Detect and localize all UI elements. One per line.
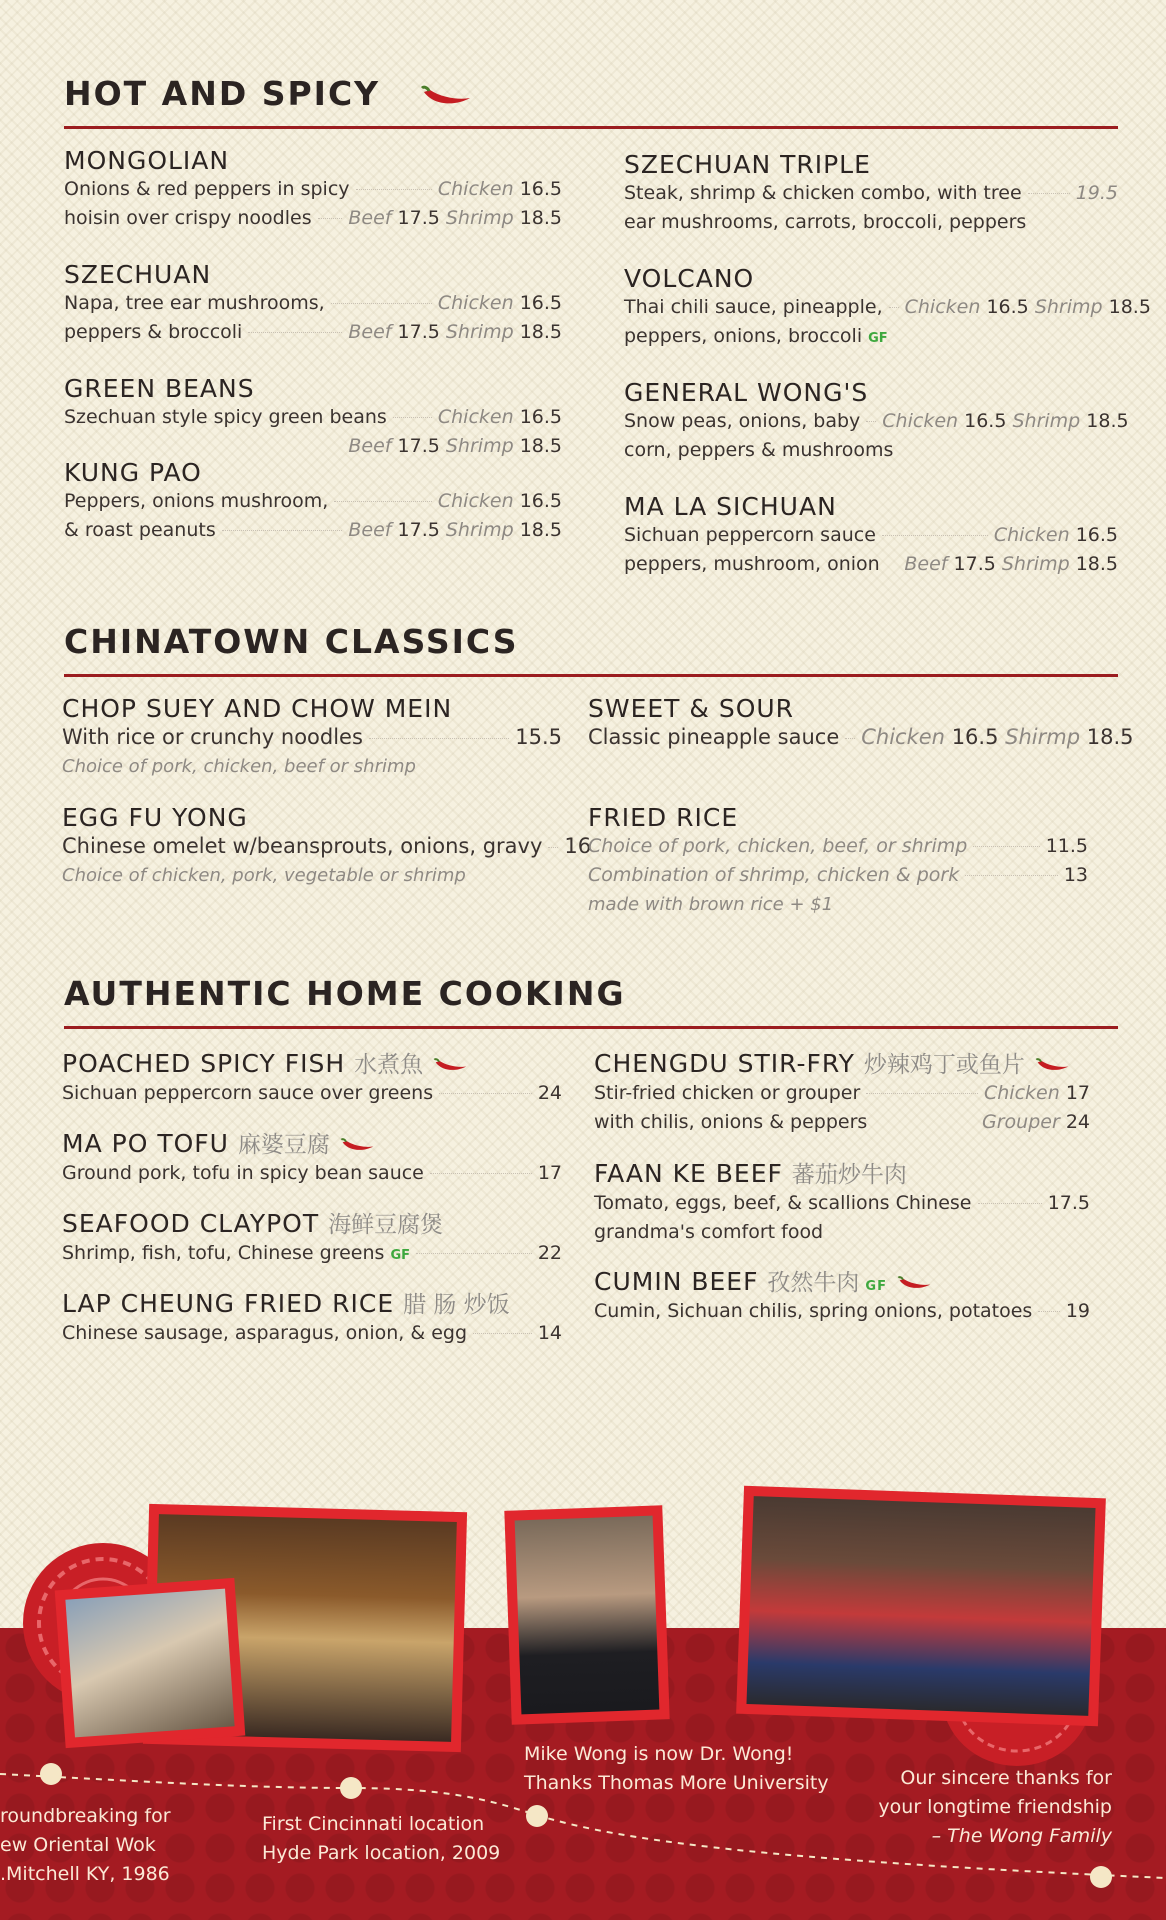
- price: 14: [537, 1322, 562, 1344]
- menu-item-fried-rice: [588, 803, 1088, 919]
- item-desc: peppers, onions, broccoli: [624, 325, 863, 347]
- timeline-dot: [340, 1777, 362, 1799]
- price: 18.5: [519, 435, 562, 457]
- item-line: [62, 832, 592, 861]
- item-name-row: [62, 1286, 562, 1319]
- item-desc: Cumin, Sichuan chilis, spring onions, potatoes: [594, 1300, 1033, 1322]
- leader-dots: [882, 535, 988, 536]
- price: 18.5: [519, 321, 562, 343]
- leader-dots: [356, 189, 432, 190]
- section-title-classics: CHINATOWN CLASSICS: [64, 622, 519, 661]
- item-desc: Snow peas, onions, baby: [624, 410, 861, 432]
- price: 17: [537, 1162, 562, 1184]
- item-desc: Ground pork, tofu in spicy bean sauce: [62, 1162, 424, 1184]
- item-desc: Sichuan peppercorn sauce over greens: [62, 1082, 434, 1104]
- caption-line: ew Oriental Wok: [0, 1834, 156, 1856]
- item-desc: ear mushrooms, carrots, broccoli, peppers: [624, 211, 1027, 233]
- chili-icon: [433, 1055, 469, 1075]
- leader-dots: [248, 332, 342, 333]
- item-desc: Sichuan peppercorn sauce: [624, 524, 876, 546]
- item-line: [64, 204, 562, 233]
- price: 18.5: [1086, 725, 1134, 749]
- item-name: MA PO TOFU: [62, 1129, 229, 1158]
- menu-item-lap-cheung: [62, 1286, 562, 1348]
- item-line: [64, 318, 562, 347]
- item-line: [624, 436, 1118, 465]
- item-desc: Peppers, onions mushroom,: [64, 490, 329, 512]
- leader-dots: [331, 303, 432, 304]
- item-name-chinese: 水煮魚: [354, 1052, 424, 1078]
- leader-dots: [845, 738, 855, 739]
- item-line: [64, 289, 562, 318]
- item-desc: Classic pineapple sauce: [588, 725, 840, 749]
- caption-line: Hyde Park location, 2009: [262, 1842, 501, 1864]
- item-name: CUMIN BEEF: [594, 1267, 759, 1296]
- price-label: Shrimp: [445, 207, 514, 229]
- gluten-free-badge: GF: [865, 1279, 887, 1294]
- item-line: [62, 723, 562, 752]
- photo-wong-family: [736, 1486, 1106, 1726]
- menu-item-egg-fu-yong: [62, 803, 592, 890]
- leader-dots: [866, 421, 876, 422]
- item-desc: corn, peppers & mushrooms: [624, 439, 894, 461]
- item-line: [624, 179, 1118, 208]
- price: 18.5: [1086, 410, 1129, 432]
- photo-image: [746, 1496, 1095, 1716]
- item-name-row: [62, 1206, 562, 1239]
- item-name-chinese: 炒辣鸡丁或鱼片: [863, 1052, 1025, 1078]
- leader-dots: [889, 307, 899, 308]
- price-label: Beef: [904, 553, 948, 575]
- item-desc: Tomato, eggs, beef, & scallions Chinese: [594, 1192, 972, 1214]
- item-line: [62, 1239, 562, 1270]
- item-desc: Napa, tree ear mushrooms,: [64, 292, 325, 314]
- price: 16.5: [519, 406, 562, 428]
- item-line: [624, 293, 1151, 322]
- menu-item-chop-suey: [62, 694, 562, 781]
- price: 15.5: [515, 725, 562, 749]
- item-line: [594, 1218, 1090, 1247]
- item-desc: Shrimp, fish, tofu, Chinese greens: [62, 1242, 385, 1264]
- caption-line: Thanks Thomas More University: [524, 1772, 829, 1794]
- leader-dots: [439, 1093, 532, 1094]
- menu-item-green-beans: [64, 374, 562, 461]
- item-name: KUNG PAO: [64, 458, 202, 487]
- price-label: Shrimp: [445, 519, 514, 541]
- item-desc: with chilis, onions & peppers: [594, 1111, 868, 1133]
- price: 17.5: [397, 519, 440, 541]
- price: 17.5: [397, 435, 440, 457]
- item-name: GENERAL WONG'S: [624, 378, 869, 407]
- item-name-row: [594, 1264, 1090, 1297]
- item-name: CHOP SUEY AND CHOW MEIN: [62, 694, 453, 723]
- caption-line: your longtime friendship: [878, 1796, 1112, 1818]
- item-desc: hoisin over crispy noodles: [64, 207, 312, 229]
- item-name-row: [594, 1156, 1090, 1189]
- item-line: [64, 403, 562, 432]
- item-name: MA LA SICHUAN: [624, 492, 837, 521]
- item-name: SWEET & SOUR: [588, 694, 795, 723]
- item-desc: Chinese omelet w/beansprouts, onions, gravy: [62, 834, 543, 858]
- caption-thanks: [878, 1764, 1112, 1851]
- item-name: GREEN BEANS: [64, 374, 255, 403]
- item-line: [64, 432, 562, 461]
- menu-item-poached-fish: [62, 1046, 562, 1108]
- leader-dots: [965, 875, 1058, 876]
- item-name-chinese: 麻婆豆腐: [237, 1132, 330, 1158]
- price-label: Shrimp: [445, 321, 514, 343]
- item-line: [624, 521, 1118, 550]
- price: 16.5: [519, 292, 562, 314]
- item-name: POACHED SPICY FISH: [62, 1049, 346, 1078]
- caption-line: .Mitchell KY, 1986: [0, 1863, 170, 1885]
- item-line: [624, 550, 1118, 579]
- price: 24: [537, 1082, 562, 1104]
- timeline-dot: [1090, 1866, 1112, 1888]
- leader-dots: [548, 847, 558, 848]
- menu-item-chengdu: [594, 1046, 1090, 1137]
- price: 18.5: [1108, 296, 1151, 318]
- section-title-home: AUTHENTIC HOME COOKING: [64, 974, 626, 1013]
- item-desc: Steak, shrimp & chicken combo, with tree: [624, 182, 1022, 204]
- menu-item-ma-la-sichuan: [624, 492, 1118, 579]
- item-note: Choice of chicken, pork, vegetable or shrimp: [62, 865, 466, 886]
- item-line: [624, 407, 1129, 436]
- price-label: Chicken: [904, 296, 981, 318]
- price: 16.5: [519, 178, 562, 200]
- caption-line: Our sincere thanks for: [900, 1767, 1112, 1789]
- item-name: CHENGDU STIR-FRY: [594, 1049, 855, 1078]
- item-line: [624, 322, 1118, 353]
- item-line: [64, 487, 562, 516]
- item-desc: peppers & broccoli: [64, 321, 243, 343]
- leader-dots: [430, 1173, 532, 1174]
- item-name: SZECHUAN: [64, 260, 212, 289]
- price-label: Chicken: [993, 524, 1070, 546]
- price: 16.5: [986, 296, 1029, 318]
- item-name-chinese: 孜然牛肉: [767, 1270, 860, 1296]
- price: 19.5: [1075, 182, 1118, 204]
- price: 17.5: [397, 321, 440, 343]
- item-line: [62, 1319, 562, 1348]
- item-line: [62, 1159, 562, 1188]
- price: 19: [1065, 1300, 1090, 1322]
- item-desc: Stir-fried chicken or grouper: [594, 1082, 861, 1104]
- leader-dots: [473, 1333, 532, 1334]
- photo-dr-wong: [504, 1505, 669, 1724]
- item-name-row: [594, 1046, 1090, 1079]
- item-note: made with brown rice + $1: [588, 894, 834, 915]
- caption-line: roundbreaking for: [0, 1805, 171, 1827]
- chili-icon: [897, 1273, 933, 1293]
- leader-dots: [318, 218, 343, 219]
- price-label: Chicken: [437, 406, 514, 428]
- item-name: MONGOLIAN: [64, 146, 230, 175]
- item-desc: Choice of pork, chicken, beef, or shrimp: [588, 835, 968, 857]
- item-name-chinese: 蕃茄炒牛肉: [791, 1162, 907, 1188]
- price-label: Beef: [348, 207, 392, 229]
- leader-dots: [222, 530, 343, 531]
- section-rule-classics: [64, 674, 1118, 677]
- caption-line: Mike Wong is now Dr. Wong!: [524, 1743, 794, 1765]
- item-desc: Thai chili sauce, pineapple,: [624, 296, 883, 318]
- leader-dots: [416, 1253, 532, 1254]
- caption-groundbreaking: [0, 1802, 171, 1889]
- menu-item-szechuan: [64, 260, 562, 347]
- price: 18.5: [1075, 553, 1118, 575]
- timeline-dot: [526, 1805, 548, 1827]
- price-label: Chicken: [882, 410, 959, 432]
- price-label: Beef: [348, 519, 392, 541]
- item-name: VOLCANO: [624, 264, 755, 293]
- leader-dots: [973, 846, 1039, 847]
- item-name-row: [62, 1126, 562, 1159]
- menu-item-sweet-sour: [588, 694, 1134, 752]
- caption-first-location: [262, 1810, 500, 1868]
- item-name-chinese: 海鲜豆腐煲: [328, 1212, 444, 1238]
- price-label: Beef: [348, 321, 392, 343]
- chili-icon: [1035, 1055, 1071, 1075]
- price-label: Shirmp: [1005, 725, 1081, 749]
- price: 18.5: [519, 519, 562, 541]
- caption-line: First Cincinnati location: [262, 1813, 485, 1835]
- item-desc: Chinese sausage, asparagus, onion, & egg: [62, 1322, 468, 1344]
- price: 16.5: [1075, 524, 1118, 546]
- item-name: FAAN KE BEEF: [594, 1159, 783, 1188]
- section-title-hot-text: HOT AND SPICY: [64, 74, 381, 113]
- item-name-row: [62, 1046, 562, 1079]
- item-line: [594, 1108, 1090, 1137]
- price: 24: [1065, 1111, 1090, 1133]
- menu-item-faan-ke-beef: [594, 1156, 1090, 1247]
- price-label: Grouper: [982, 1111, 1060, 1133]
- leader-dots: [393, 417, 432, 418]
- leader-dots: [334, 501, 432, 502]
- price: 16.5: [964, 410, 1007, 432]
- item-desc: Szechuan style spicy green beans: [64, 406, 387, 428]
- item-desc: grandma's comfort food: [594, 1221, 824, 1243]
- price: 17: [1065, 1082, 1090, 1104]
- price-label: Chicken: [437, 178, 514, 200]
- item-name: EGG FU YONG: [62, 803, 248, 832]
- price-label: Shrimp: [1012, 410, 1081, 432]
- item-name: SEAFOOD CLAYPOT: [62, 1209, 320, 1238]
- leader-dots: [866, 1093, 978, 1094]
- item-note: Choice of pork, chicken, beef or shrimp: [62, 756, 416, 777]
- price-label: Shrimp: [445, 435, 514, 457]
- menu-item-seafood-claypot: [62, 1206, 562, 1270]
- menu-item-mongolian: [64, 146, 562, 233]
- caption-signature: – The Wong Family: [931, 1825, 1112, 1847]
- chili-icon: [420, 82, 474, 110]
- menu-item-volcano: [624, 264, 1151, 353]
- item-line: [64, 516, 562, 545]
- item-desc-wrap: [62, 1239, 410, 1270]
- leader-dots: [978, 1203, 1042, 1204]
- caption-dr-wong: [524, 1740, 829, 1798]
- section-title-hot: [64, 74, 474, 113]
- menu-item-ma-po-tofu: [62, 1126, 562, 1188]
- photo-image: [515, 1516, 660, 1715]
- menu-item-cumin-beef: [594, 1264, 1090, 1326]
- menu-item-szechuan-triple: [624, 150, 1118, 237]
- price: 17.5: [1047, 1192, 1090, 1214]
- item-desc: & roast peanuts: [64, 519, 216, 541]
- price: 22: [537, 1242, 562, 1264]
- item-desc: peppers, mushroom, onion: [624, 553, 880, 575]
- price-label: Chicken: [437, 292, 514, 314]
- gluten-free-badge: GF: [390, 1248, 410, 1263]
- price: 11.5: [1045, 835, 1088, 857]
- item-name: SZECHUAN TRIPLE: [624, 150, 871, 179]
- item-line: [62, 1079, 562, 1108]
- price: 16.5: [519, 490, 562, 512]
- leader-dots: [1028, 193, 1070, 194]
- price-label: Shrimp: [1034, 296, 1103, 318]
- timeline-dot: [40, 1763, 62, 1785]
- item-line: [588, 861, 1088, 890]
- price-label: Chicken: [983, 1082, 1060, 1104]
- item-desc: Onions & red peppers in spicy: [64, 178, 350, 200]
- item-desc: Combination of shrimp, chicken & pork: [588, 864, 960, 886]
- price-label: Beef: [348, 435, 392, 457]
- item-line: [594, 1079, 1090, 1108]
- price-label: Chicken: [437, 490, 514, 512]
- leader-dots: [1038, 1311, 1059, 1312]
- item-line: [594, 1189, 1090, 1218]
- chili-icon: [340, 1135, 376, 1155]
- item-line: [624, 208, 1118, 237]
- price: 17.5: [953, 553, 996, 575]
- menu-item-general-wongs: [624, 378, 1129, 465]
- section-rule-hot: [64, 126, 1118, 129]
- item-line: [64, 175, 562, 204]
- price: 16: [564, 834, 592, 858]
- item-name-chinese: 腊 肠 炒饭: [403, 1292, 510, 1318]
- item-line: [594, 1297, 1090, 1326]
- price: 17.5: [397, 207, 440, 229]
- leader-dots: [369, 738, 509, 739]
- item-name: LAP CHEUNG FRIED RICE: [62, 1289, 395, 1318]
- price: 18.5: [519, 207, 562, 229]
- item-desc: With rice or crunchy noodles: [62, 725, 363, 749]
- section-rule-home: [64, 1026, 1118, 1029]
- item-line: [588, 723, 1134, 752]
- gluten-free-badge: GF: [868, 331, 888, 346]
- price-label: Chicken: [861, 725, 945, 749]
- menu-item-kung-pao: [64, 458, 562, 545]
- price: 16.5: [951, 725, 999, 749]
- price: 13: [1063, 864, 1088, 886]
- item-name: FRIED RICE: [588, 803, 739, 832]
- item-line: [588, 832, 1088, 861]
- price-label: Shrimp: [1001, 553, 1070, 575]
